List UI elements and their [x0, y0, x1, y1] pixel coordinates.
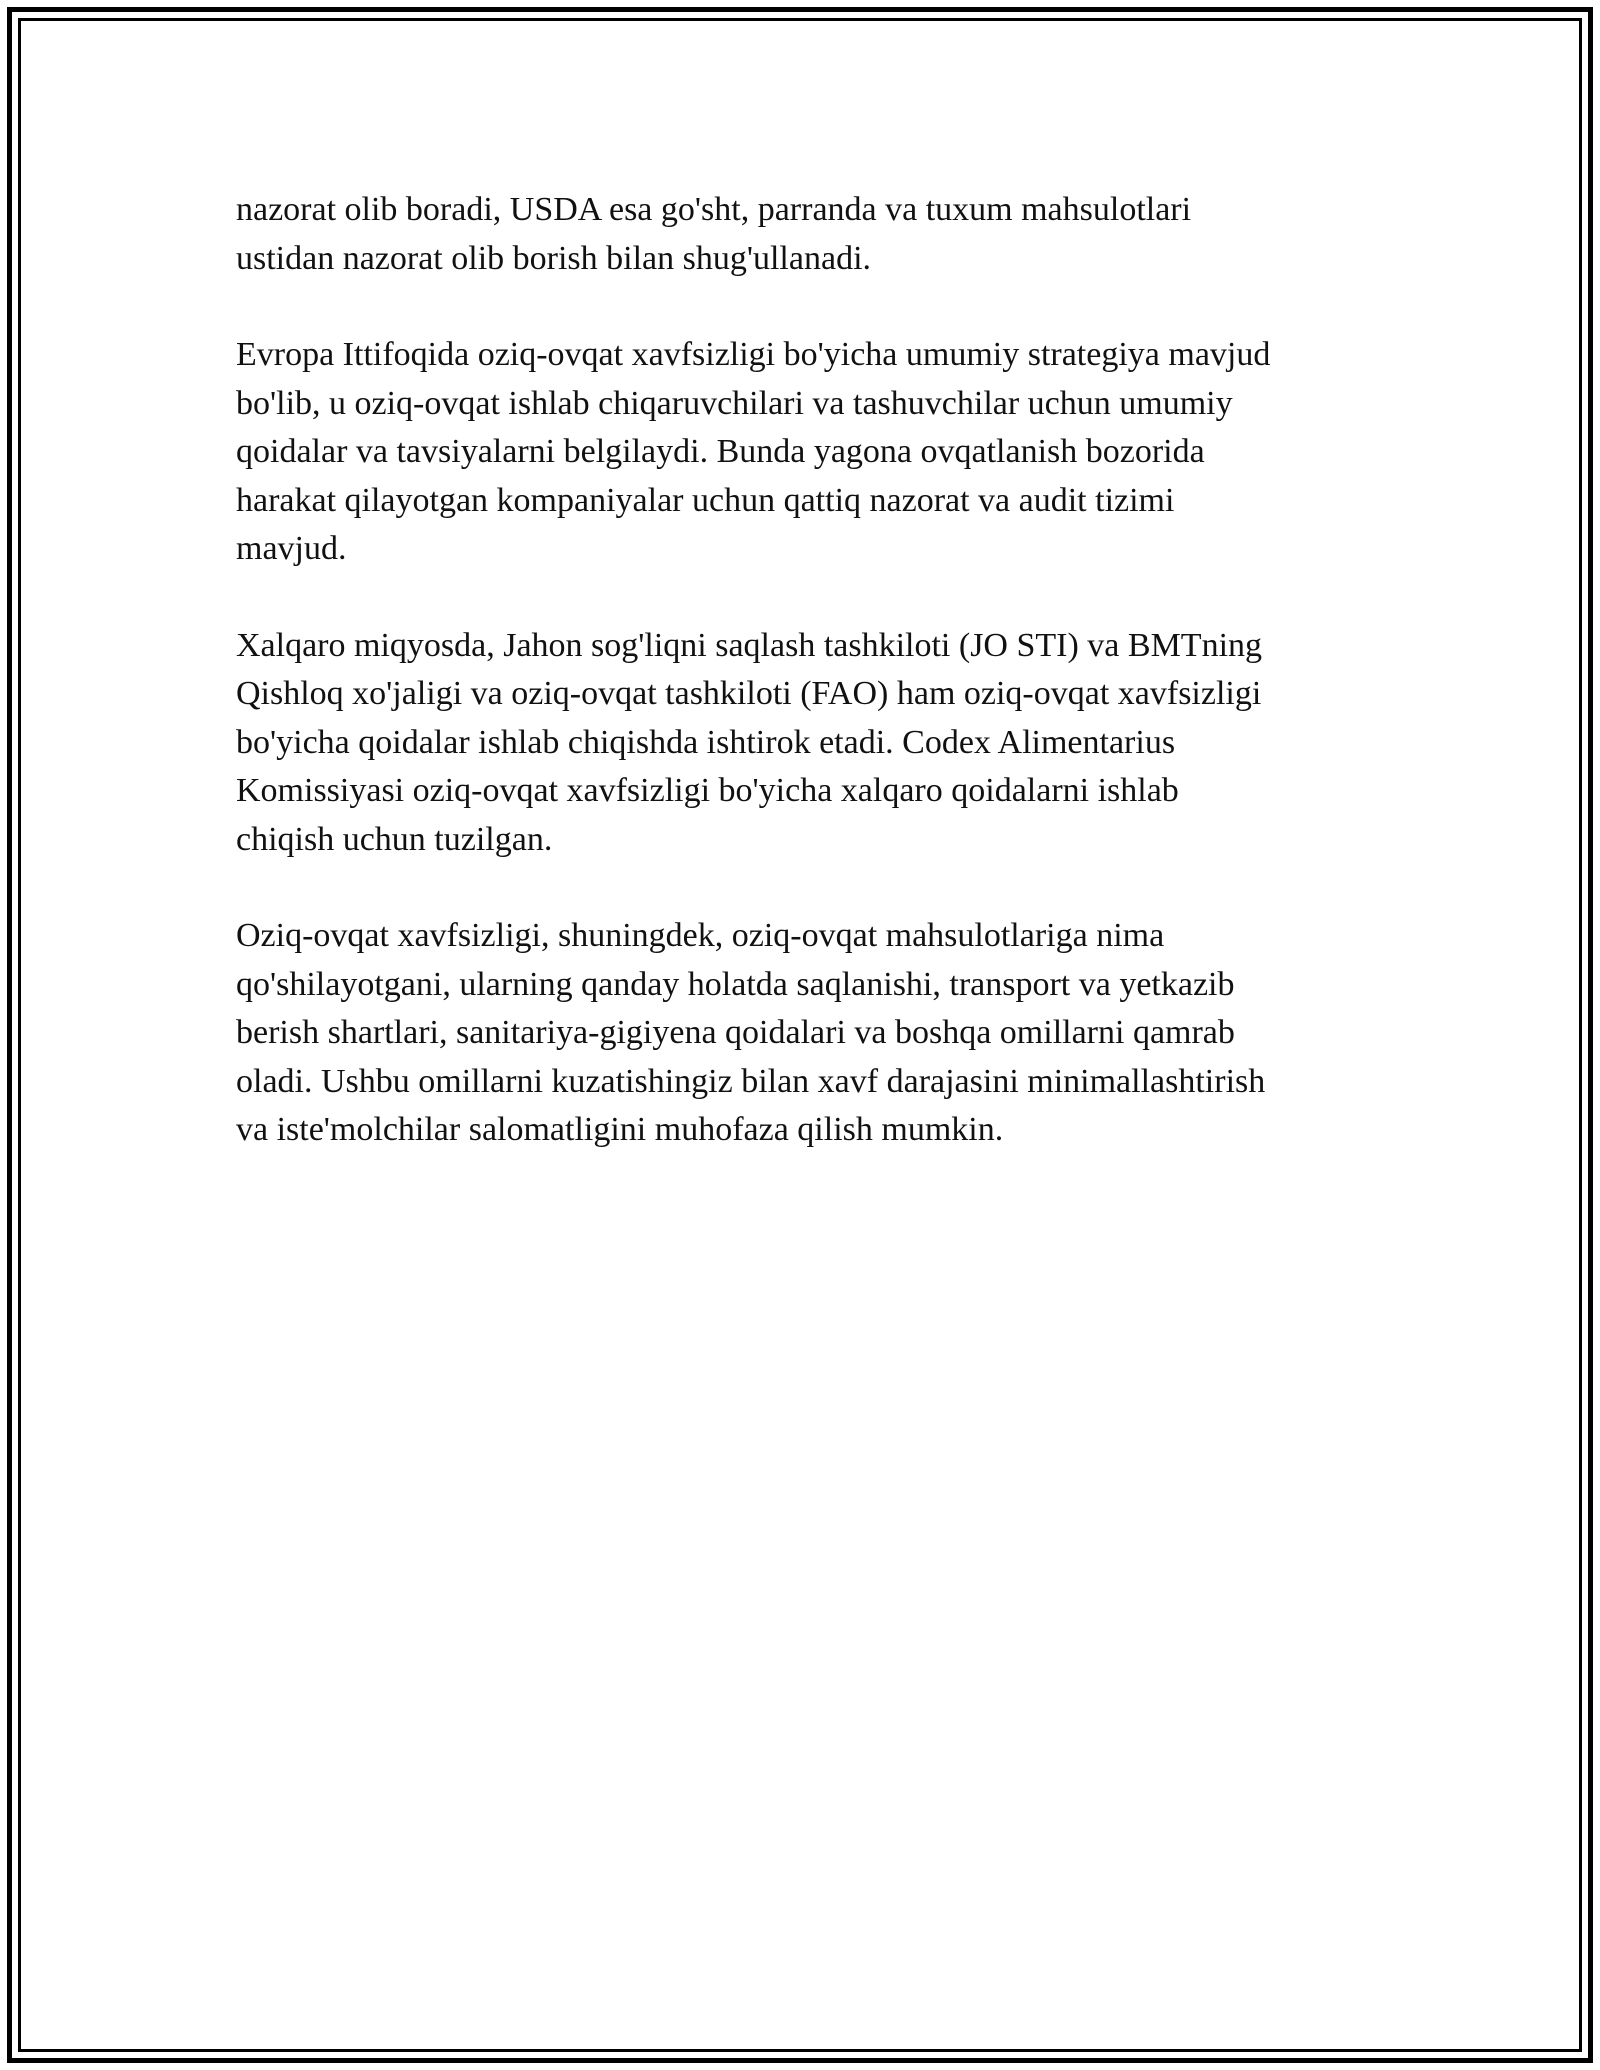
paragraph-2 [236, 331, 1376, 574]
paragraph-1 [236, 186, 1376, 283]
text-line: berish shartlari, sanitariya-gigiyena qoidalari va boshqa omillarni qamrab [236, 1014, 1235, 1051]
text-line: bo'yicha qoidalar ishlab chiqishda ishtirok etadi. Codex Alimentarius [236, 723, 1176, 761]
text-line: qo'shilayotgani, ularning qanday holatda saqlanishi, transport va yetkazib [236, 965, 1235, 1003]
text-line: qoidalar va tavsiyalarni belgilaydi. Bunda yagona ovqatlanish bozorida [236, 433, 1205, 470]
text-line: bo'lib, u oziq-ovqat ishlab chiqaruvchilari va tashuvchilar uchun umumiy [236, 384, 1233, 422]
text-line: Evropa Ittifoqida oziq-ovqat xavfsizligi bo'yicha umumiy strategiya mavjud [236, 336, 1271, 373]
text-line: chiqish uchun tuzilgan. [236, 820, 553, 858]
text-line: harakat qilayotgan kompaniyalar uchun qattiq nazorat va audit tizimi [236, 481, 1175, 519]
text-line: Oziq-ovqat xavfsizligi, shuningdek, oziq-ovqat mahsulotlariga nima [236, 917, 1165, 954]
text-line: oladi. Ushbu omillarni kuzatishingiz bilan xavf darajasini minimallashtirish [236, 1062, 1266, 1100]
paragraph-3 [236, 622, 1376, 865]
text-line: nazorat olib boradi, USDA esa go'sht, parranda va tuxum mahsulotlari [236, 191, 1192, 228]
document-body [236, 186, 1376, 1203]
text-line: Komissiyasi oziq-ovqat xavfsizligi bo'yicha xalqaro qoidalarni ishlab [236, 772, 1179, 809]
text-line: Qishloq xo'jaligi va oziq-ovqat tashkiloti (FAO) ham oziq-ovqat xavfsizligi [236, 675, 1262, 712]
text-line: ustidan nazorat olib borish bilan shug'ullanadi. [236, 239, 872, 277]
text-line: Xalqaro miqyosda, Jahon sog'liqni saqlash tashkiloti (JO STI) va BMTning [236, 626, 1263, 664]
paragraph-4 [236, 912, 1376, 1155]
text-line: va iste'molchilar salomatligini muhofaza qilish mumkin. [236, 1111, 1004, 1148]
text-line: mavjud. [236, 530, 347, 567]
